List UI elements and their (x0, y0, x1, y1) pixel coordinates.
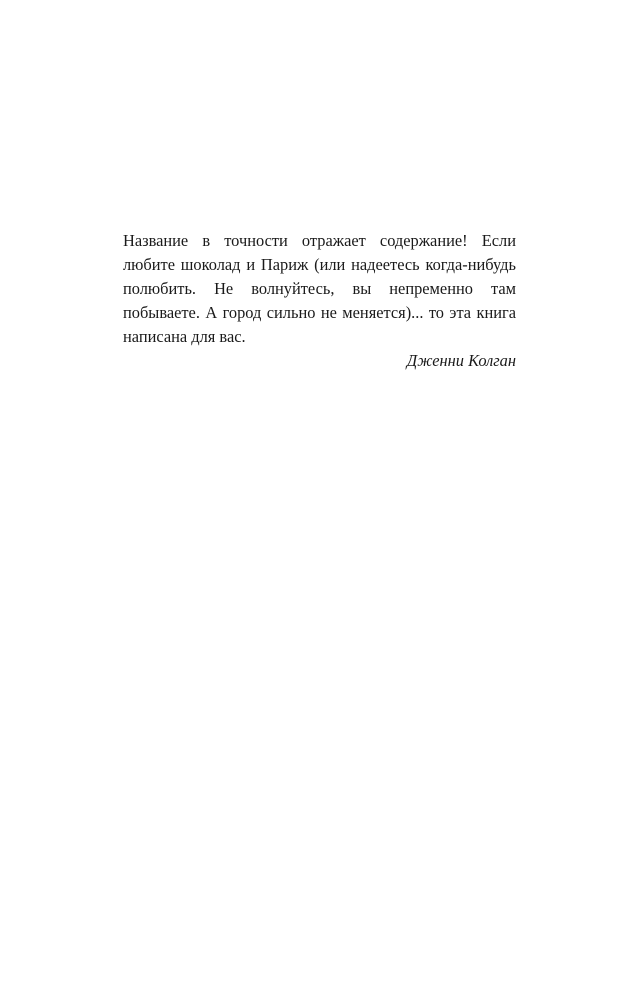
epigraph (123, 229, 516, 373)
epigraph-author: Дженни Колган (406, 351, 516, 370)
epigraph-text: Название в точности отражает содержание! Если любите шоколад и Париж (или надеетесь когда-нибудь полюбить. Не волнуйтесь, вы непременно там побываете. А город сильно не меняется)... то эта книга написана для вас. (123, 231, 516, 346)
